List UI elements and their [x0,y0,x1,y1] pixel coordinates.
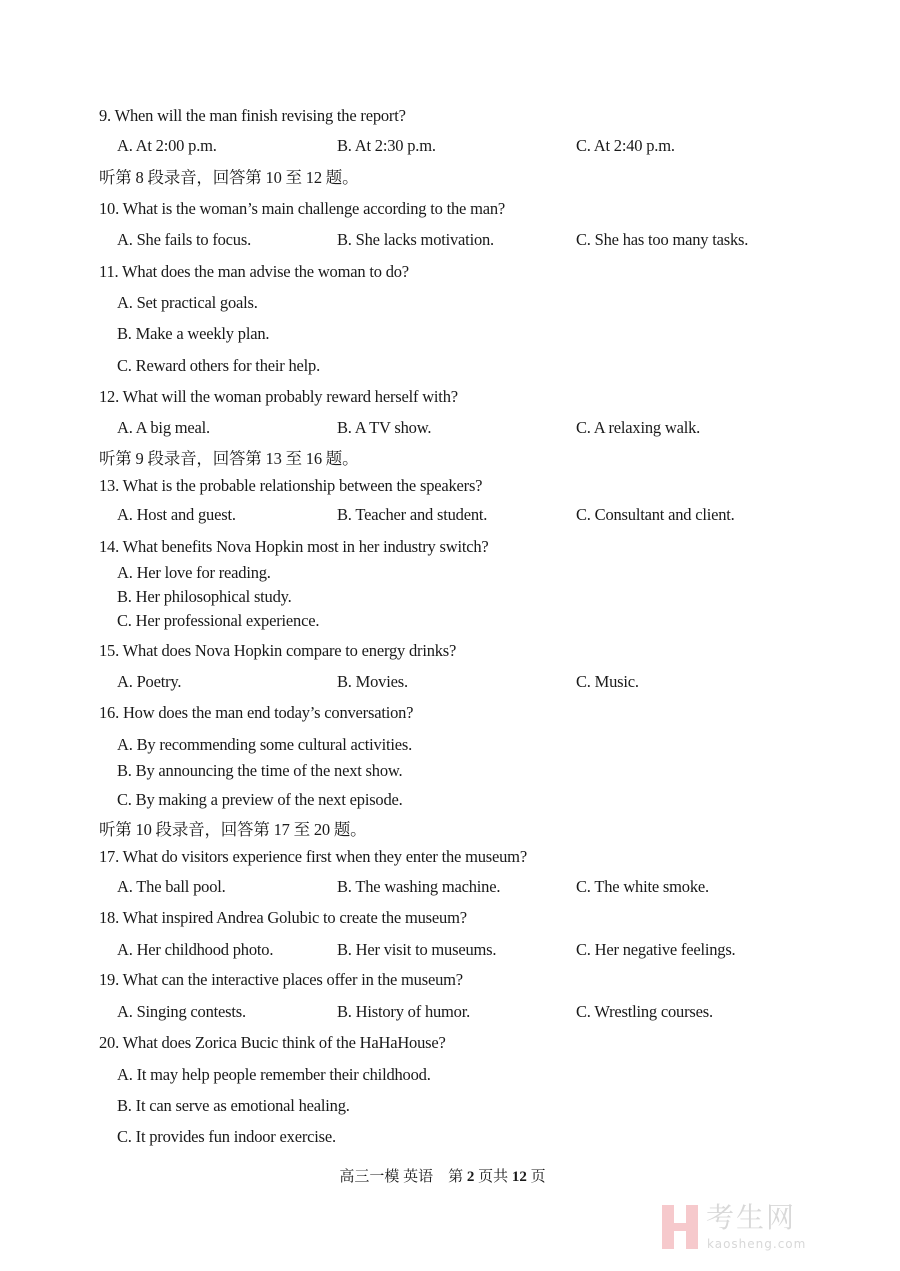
question-stem: 16. How does the man end today’s conversation? [99,703,414,722]
answer-option: C. Her professional experience. [117,611,320,630]
answer-option: B. It can serve as emotional healing. [117,1096,350,1115]
question-stem: 15. What does Nova Hopkin compare to energy drinks? [99,641,457,660]
answer-option: C. At 2:40 p.m. [576,136,675,155]
answer-option: C. A relaxing walk. [576,418,701,437]
answer-option: A. Her childhood photo. [117,940,274,959]
answer-option: C. Music. [576,672,639,691]
question-stem: 13. What is the probable relationship between the speakers? [99,476,483,495]
answer-option: C. It provides fun indoor exercise. [117,1127,336,1146]
question-stem: 14. What benefits Nova Hopkin most in her industry switch? [99,537,489,556]
question-stem: 9. When will the man finish revising the report? [99,106,406,125]
question-stem: 18. What inspired Andrea Golubic to create the museum? [99,908,467,927]
answer-option: A. She fails to focus. [117,230,251,249]
answer-option: B. Her visit to museums. [337,940,497,959]
answer-option: B. By announcing the time of the next show. [117,761,403,780]
answer-option: A. It may help people remember their childhood. [117,1065,431,1084]
answer-option: A. The ball pool. [117,877,226,896]
answer-option: B. Teacher and student. [337,505,488,524]
answer-option: A. At 2:00 p.m. [117,136,217,155]
answer-option: B. Her philosophical study. [117,587,292,606]
answer-option: A. By recommending some cultural activities. [117,735,412,754]
answer-option: C. She has too many tasks. [576,230,749,249]
answer-option: B. The washing machine. [337,877,501,896]
answer-option: B. Make a weekly plan. [117,324,270,343]
answer-option: C. The white smoke. [576,877,709,896]
answer-option: B. She lacks motivation. [337,230,494,249]
question-stem: 19. What can the interactive places offer in the museum? [99,970,463,989]
answer-option: C. Her negative feelings. [576,940,736,959]
answer-option: C. By making a preview of the next episode. [117,790,403,809]
answer-option: B. History of humor. [337,1002,471,1021]
section-instruction: 听第 8 段录音，回答第 10 至 12 题。 [99,168,359,187]
logo-icon [662,1205,698,1249]
question-stem: 11. What does the man advise the woman to do? [99,262,409,281]
question-stem: 17. What do visitors experience first when they enter the museum? [99,847,527,866]
answer-option: A. Set practical goals. [117,293,258,312]
answer-option: B. A TV show. [337,418,432,437]
answer-option: C. Wrestling courses. [576,1002,713,1021]
answer-option: A. A big meal. [117,418,210,437]
answer-option: C. Consultant and client. [576,505,735,524]
question-stem: 10. What is the woman’s main challenge according to the man? [99,199,506,218]
answer-option: A. Singing contests. [117,1002,246,1021]
section-instruction: 听第 10 段录音，回答第 17 至 20 题。 [99,820,367,839]
watermark-en: kaosheng.com [707,1237,807,1251]
answer-option: A. Her love for reading. [117,563,271,582]
answer-option: B. Movies. [337,672,408,691]
answer-option: A. Host and guest. [117,505,236,524]
watermark-cn: 考生网 [706,1201,797,1234]
page-footer: 高三一模 英语 第 2 页共 12 页 [339,1169,546,1185]
section-instruction: 听第 9 段录音，回答第 13 至 16 题。 [99,449,359,468]
question-stem: 20. What does Zorica Bucic think of the HaHaHouse? [99,1033,446,1052]
answer-option: C. Reward others for their help. [117,356,321,375]
watermark-logo [662,1203,892,1263]
answer-option: B. At 2:30 p.m. [337,136,436,155]
answer-option: A. Poetry. [117,672,182,691]
question-stem: 12. What will the woman probably reward herself with? [99,387,458,406]
